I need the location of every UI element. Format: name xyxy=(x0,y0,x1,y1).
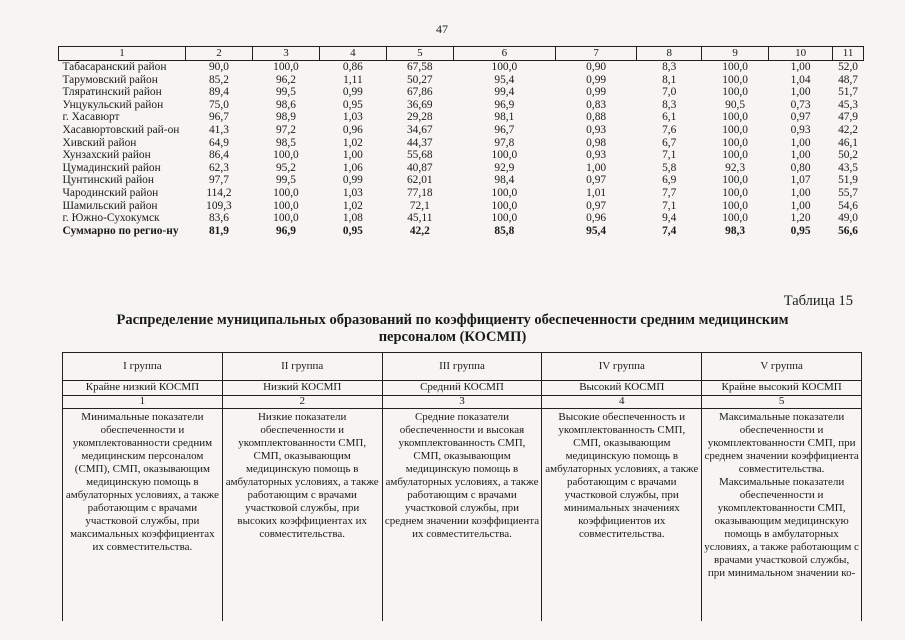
column-number-header: 6 xyxy=(453,47,555,61)
table-label: Таблица 15 xyxy=(783,293,853,309)
value-cell: 6,1 xyxy=(662,111,677,124)
table-row xyxy=(59,187,864,200)
group-level-cell: Крайне высокий КОСМП xyxy=(702,381,862,396)
value-cell: 96,9 xyxy=(275,224,296,237)
value-cell: 29,28 xyxy=(406,111,433,124)
group-description-cell: Средние показатели обеспеченности и высокая укомплектованность СМП, СМП, оказывающим медицинскую помощь в амбулаторных условиях, а также работающим с врачами участковой службы, при среднем значении коэффициента их совместительства. xyxy=(382,409,542,622)
value-cell: 95,4 xyxy=(494,73,515,86)
value-cell: 44,37 xyxy=(406,136,433,149)
value-cell: 0,93 xyxy=(586,123,607,136)
value-cell: 98,9 xyxy=(275,111,296,124)
value-cell: 100,0 xyxy=(722,61,748,73)
value-cell: 97,8 xyxy=(494,136,515,149)
table-row xyxy=(59,200,864,213)
value-cell: 98,4 xyxy=(494,174,515,187)
table-title: Распределение муниципальных образований по коэффициенту обеспеченности средним медицинским персоналом (КОСМП) xyxy=(116,312,789,345)
district-name-cell: Цумадинский район xyxy=(62,161,161,174)
value-cell: 41,3 xyxy=(208,123,229,136)
value-cell: 1,00 xyxy=(586,161,607,174)
district-name-cell: Табасаранский район xyxy=(62,61,167,73)
group-name-cell: I группа xyxy=(63,353,223,381)
table-row xyxy=(59,162,864,175)
value-cell: 100,0 xyxy=(273,199,299,212)
table-row xyxy=(59,174,864,187)
value-cell: 0,99 xyxy=(586,86,607,99)
value-cell: 1,03 xyxy=(342,111,363,124)
value-cell: 1,00 xyxy=(790,149,811,162)
value-cell: 50,27 xyxy=(406,73,433,86)
value-cell: 100,0 xyxy=(722,186,748,199)
group-name-cell: V группа xyxy=(702,353,862,381)
value-cell: 85,2 xyxy=(208,73,229,86)
column-number-header: 1 xyxy=(59,47,186,61)
district-name-cell: Суммарно по регио-ну xyxy=(62,224,179,237)
district-name-cell: г. Южно-Сухокумск xyxy=(62,212,160,225)
table-row xyxy=(59,149,864,162)
value-cell: 0,99 xyxy=(342,174,363,187)
value-cell: 1,00 xyxy=(790,86,811,99)
value-cell: 7,7 xyxy=(662,186,677,199)
district-name-cell: Унцукульский район xyxy=(62,98,164,111)
value-cell: 40,87 xyxy=(406,161,433,174)
group-description-cell: Минимальные показатели обеспеченности и укомплектованности средним медицинским персоналом (СМП), СМП, оказывающим медицинскую помощь в амбулаторных условиях, а также работающим с врачами участковой службы, при максимальных коэффициентах их совместительства. xyxy=(63,409,223,622)
group-name-cell: II группа xyxy=(222,353,382,381)
value-cell: 90,5 xyxy=(725,98,746,111)
value-cell: 1,00 xyxy=(790,61,811,73)
value-cell: 67,86 xyxy=(406,86,433,99)
value-cell: 85,8 xyxy=(494,224,515,237)
value-cell: 8,3 xyxy=(662,61,677,73)
group-number-cell: 1 xyxy=(63,396,223,409)
page-number: 47 xyxy=(436,22,448,36)
district-name-cell: Цунтинский район xyxy=(62,174,154,187)
group-descriptions-row xyxy=(63,409,862,622)
value-cell: 7,0 xyxy=(662,86,677,99)
district-name-cell: Тляратинский район xyxy=(62,86,162,99)
table-row xyxy=(59,137,864,150)
value-cell: 6,9 xyxy=(662,174,677,187)
value-cell: 0,95 xyxy=(342,98,363,111)
group-description-cell: Максимальные показатели обеспеченности и укомплектованности СМП, при среднем значении коэффициента совместительства. Максимальные показатели обеспеченности и укомплектованности СМП, оказывающим медицинскую помощь в амбулаторных условиях, а также работающим с врачами участковой службы, при минимальном значении ко- xyxy=(702,409,862,622)
value-cell: 75,0 xyxy=(208,98,229,111)
value-cell: 1,00 xyxy=(342,149,363,162)
district-name-cell: Хасавюртовский рай-он xyxy=(62,123,180,136)
group-levels-row xyxy=(63,381,862,396)
value-cell: 1,06 xyxy=(342,161,363,174)
value-cell: 100,0 xyxy=(491,212,518,225)
district-name-cell: Чародинский район xyxy=(62,186,159,199)
value-cell: 109,3 xyxy=(206,199,232,212)
value-cell: 100,0 xyxy=(491,186,518,199)
value-cell: 0,90 xyxy=(586,61,607,73)
value-cell: 100,0 xyxy=(491,149,518,162)
group-level-cell: Крайне низкий КОСМП xyxy=(63,381,223,396)
value-cell: 0,86 xyxy=(342,61,363,73)
column-numbers-row xyxy=(59,47,864,61)
value-cell: 86,4 xyxy=(208,149,229,162)
value-cell: 96,7 xyxy=(208,111,229,124)
value-cell: 98,5 xyxy=(275,136,296,149)
value-cell: 43,5 xyxy=(838,161,858,174)
value-cell: 95,2 xyxy=(275,161,296,174)
value-cell: 1,03 xyxy=(342,186,363,199)
column-number-header: 8 xyxy=(637,47,702,61)
value-cell: 1,00 xyxy=(790,136,811,149)
value-cell: 0,80 xyxy=(790,161,811,174)
value-cell: 100,0 xyxy=(722,86,748,99)
group-numbers-row xyxy=(63,396,862,409)
column-number-header: 9 xyxy=(702,47,769,61)
value-cell: 51,9 xyxy=(838,174,858,187)
value-cell: 90,0 xyxy=(208,61,229,73)
value-cell: 83,6 xyxy=(208,212,229,225)
value-cell: 55,7 xyxy=(838,186,858,199)
value-cell: 0,93 xyxy=(586,149,607,162)
value-cell: 9,4 xyxy=(662,212,677,225)
value-cell: 99,4 xyxy=(494,86,515,99)
value-cell: 55,68 xyxy=(406,149,433,162)
value-cell: 1,07 xyxy=(790,174,811,187)
value-cell: 1,00 xyxy=(790,199,811,212)
value-cell: 100,0 xyxy=(491,199,518,212)
value-cell: 51,7 xyxy=(838,86,858,99)
value-cell: 100,0 xyxy=(722,212,748,225)
value-cell: 8,3 xyxy=(662,98,677,111)
group-number-cell: 3 xyxy=(382,396,542,409)
group-name-cell: III группа xyxy=(382,353,542,381)
value-cell: 45,11 xyxy=(407,212,433,225)
value-cell: 92,3 xyxy=(725,161,746,174)
table-row xyxy=(59,99,864,112)
value-cell: 100,0 xyxy=(273,149,299,162)
municipal-indicators-table xyxy=(58,46,864,237)
value-cell: 96,2 xyxy=(275,73,296,86)
group-description-cell: Высокие обеспеченность и укомплектованность СМП, СМП, оказывающим медицинскую помощь в амбулаторных условиях, а также работающим с врачами участковой службы, при минимальных значениях коэффициентов их совместительства. xyxy=(542,409,702,622)
value-cell: 96,9 xyxy=(494,98,515,111)
value-cell: 98,3 xyxy=(725,224,746,237)
district-name-cell: Шамильский район xyxy=(62,199,158,212)
value-cell: 5,8 xyxy=(662,161,677,174)
group-number-cell: 2 xyxy=(222,396,382,409)
value-cell: 7,4 xyxy=(662,224,677,237)
value-cell: 42,2 xyxy=(838,123,858,136)
value-cell: 62,3 xyxy=(208,161,229,174)
value-cell: 1,01 xyxy=(586,186,607,199)
value-cell: 100,0 xyxy=(273,186,299,199)
value-cell: 1,20 xyxy=(790,212,811,225)
value-cell: 52,0 xyxy=(838,61,858,73)
value-cell: 100,0 xyxy=(722,136,748,149)
group-name-cell: IV группа xyxy=(542,353,702,381)
total-row xyxy=(59,225,864,238)
value-cell: 47,9 xyxy=(838,111,858,124)
value-cell: 0,95 xyxy=(790,224,811,237)
value-cell: 81,9 xyxy=(208,224,229,237)
value-cell: 1,08 xyxy=(342,212,363,225)
column-number-header: 4 xyxy=(319,47,386,61)
value-cell: 64,9 xyxy=(208,136,229,149)
group-description-cell: Низкие показатели обеспеченности и укомплектованности СМП, СМП, оказывающим медицинскую помощь в амбулаторных условиях, а также работающим с врачами участковой службы, при высоких коэффициентах их совместительства. xyxy=(222,409,382,622)
value-cell: 0,95 xyxy=(342,224,363,237)
value-cell: 0,73 xyxy=(790,98,811,111)
value-cell: 97,2 xyxy=(275,123,296,136)
table-row xyxy=(59,111,864,124)
column-number-header: 11 xyxy=(833,47,864,61)
value-cell: 95,4 xyxy=(586,224,607,237)
value-cell: 98,6 xyxy=(275,98,296,111)
value-cell: 0,97 xyxy=(790,111,811,124)
value-cell: 100,0 xyxy=(722,199,748,212)
value-cell: 1,02 xyxy=(342,136,363,149)
value-cell: 6,7 xyxy=(662,136,677,149)
value-cell: 0,88 xyxy=(586,111,607,124)
district-name-cell: Хунзахский район xyxy=(62,149,151,162)
column-number-header: 10 xyxy=(769,47,833,61)
value-cell: 8,1 xyxy=(662,73,677,86)
group-level-cell: Низкий КОСМП xyxy=(222,381,382,396)
value-cell: 62,01 xyxy=(406,174,433,187)
value-cell: 42,2 xyxy=(409,224,430,237)
value-cell: 114,2 xyxy=(206,186,232,199)
table-row xyxy=(59,61,864,74)
value-cell: 0,83 xyxy=(586,98,607,111)
value-cell: 100,0 xyxy=(722,123,748,136)
district-name-cell: Тарумовский район xyxy=(62,73,158,86)
table-row xyxy=(59,124,864,137)
value-cell: 7,6 xyxy=(662,123,677,136)
column-number-header: 7 xyxy=(555,47,636,61)
value-cell: 100,0 xyxy=(491,61,518,73)
table-row xyxy=(59,212,864,225)
value-cell: 67,58 xyxy=(406,61,433,73)
value-cell: 100,0 xyxy=(273,212,299,225)
value-cell: 100,0 xyxy=(273,61,299,73)
value-cell: 96,7 xyxy=(494,123,515,136)
value-cell: 0,98 xyxy=(586,136,607,149)
group-level-cell: Средний КОСМП xyxy=(382,381,542,396)
value-cell: 49,0 xyxy=(838,212,858,225)
value-cell: 99,5 xyxy=(275,86,296,99)
column-number-header: 5 xyxy=(386,47,453,61)
value-cell: 0,93 xyxy=(790,123,811,136)
value-cell: 92,9 xyxy=(494,161,515,174)
value-cell: 0,96 xyxy=(342,123,363,136)
column-number-header: 2 xyxy=(185,47,252,61)
group-number-cell: 5 xyxy=(702,396,862,409)
value-cell: 100,0 xyxy=(722,174,748,187)
value-cell: 34,67 xyxy=(406,123,433,136)
group-number-cell: 4 xyxy=(542,396,702,409)
value-cell: 72,1 xyxy=(409,199,430,212)
kosmp-groups-table xyxy=(62,352,862,621)
value-cell: 1,00 xyxy=(790,186,811,199)
value-cell: 97,7 xyxy=(208,174,229,187)
value-cell: 7,1 xyxy=(662,199,677,212)
value-cell: 56,6 xyxy=(838,224,858,237)
value-cell: 50,2 xyxy=(838,149,858,162)
group-names-row xyxy=(63,353,862,381)
table-row xyxy=(59,74,864,87)
value-cell: 0,99 xyxy=(342,86,363,99)
value-cell: 99,5 xyxy=(275,174,296,187)
value-cell: 45,3 xyxy=(838,98,858,111)
column-number-header: 3 xyxy=(252,47,319,61)
value-cell: 0,96 xyxy=(586,212,607,225)
value-cell: 100,0 xyxy=(722,111,748,124)
value-cell: 54,6 xyxy=(838,199,858,212)
value-cell: 98,1 xyxy=(494,111,515,124)
value-cell: 89,4 xyxy=(208,86,229,99)
value-cell: 1,04 xyxy=(790,73,811,86)
value-cell: 36,69 xyxy=(406,98,433,111)
value-cell: 77,18 xyxy=(406,186,433,199)
value-cell: 0,97 xyxy=(586,199,607,212)
district-name-cell: Хивский район xyxy=(62,136,137,149)
value-cell: 100,0 xyxy=(722,73,748,86)
value-cell: 48,7 xyxy=(838,73,858,86)
value-cell: 0,99 xyxy=(586,73,607,86)
value-cell: 1,02 xyxy=(342,199,363,212)
group-level-cell: Высокий КОСМП xyxy=(542,381,702,396)
value-cell: 1,11 xyxy=(343,73,363,86)
district-name-cell: г. Хасавюрт xyxy=(62,111,120,124)
value-cell: 0,97 xyxy=(586,174,607,187)
table-row xyxy=(59,86,864,99)
value-cell: 7,1 xyxy=(662,149,677,162)
value-cell: 46,1 xyxy=(838,136,858,149)
value-cell: 100,0 xyxy=(722,149,748,162)
